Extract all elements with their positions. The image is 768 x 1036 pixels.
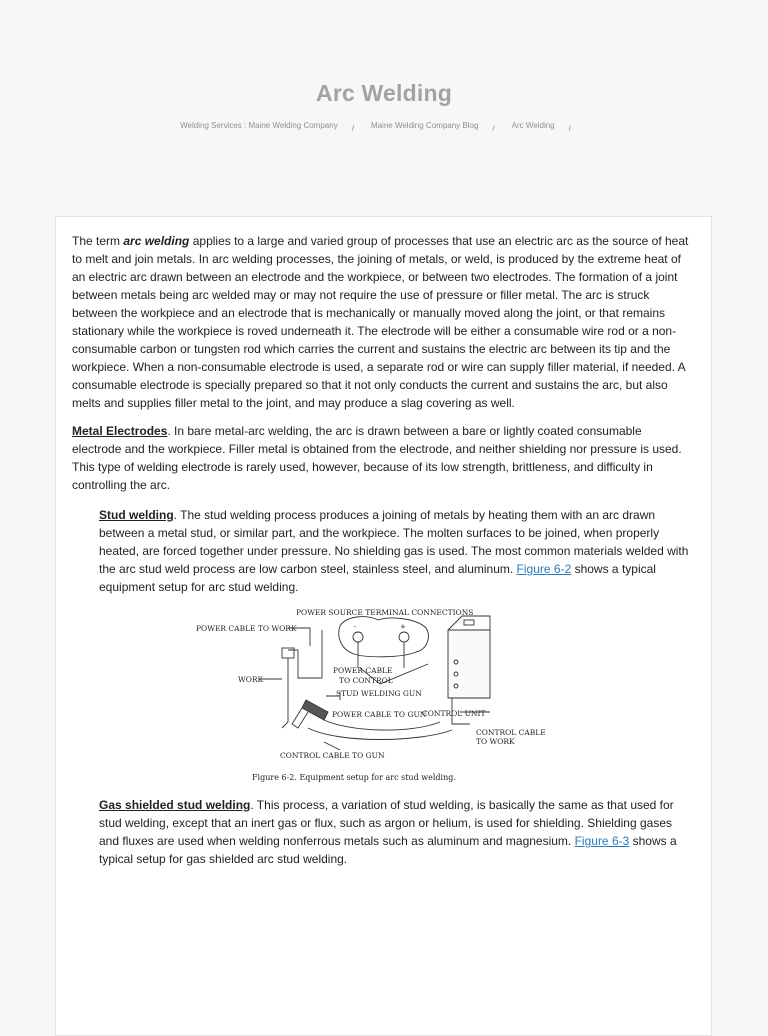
power-cable-to-work-line [288, 630, 322, 678]
terminal-leads [358, 642, 404, 668]
label-work: WORK [238, 675, 264, 684]
label-terminal-connections: POWER SOURCE TERMINAL CONNECTIONS [296, 608, 474, 617]
stud-gun-body [302, 700, 328, 720]
label-power-cable-to-control-1: POWER CABLE [333, 666, 393, 675]
breadcrumb-link-current[interactable]: Arc Welding [511, 121, 555, 130]
label-control-cable-to-work-1: CONTROL CABLE [476, 728, 546, 737]
label-leader-control-to-gun [324, 742, 340, 750]
control-unit-top [448, 616, 490, 630]
positive-terminal [399, 632, 409, 642]
negative-sign: - [354, 623, 357, 631]
positive-sign: + [400, 623, 406, 631]
gas-shielded-term: Gas shielded stud welding [99, 798, 251, 812]
control-unit-box [448, 630, 490, 698]
breadcrumb [0, 121, 768, 133]
breadcrumb-link-home[interactable]: Welding Services : Maine Welding Company [180, 121, 338, 130]
label-power-cable-to-gun: POWER CABLE TO GUN [332, 710, 427, 719]
label-power-cable-to-work: POWER CABLE TO WORK [196, 624, 297, 633]
arc-welding-term: arc welding [123, 234, 190, 248]
label-control-unit: CONTROL UNIT [422, 709, 486, 718]
work-clamp [282, 648, 294, 658]
breadcrumb-separator: / [492, 124, 495, 133]
metal-electrodes-term: Metal Electrodes [72, 424, 168, 438]
negative-terminal [353, 632, 363, 642]
metal-electrodes-text: . In bare metal-arc welding, the arc is drawn between a bare or lightly coated consumable electrode and the workpiece. Filler metal is obtained from the electrode, and neither shielding nor pressure is used. This type of welding electrode is rarely used, however, because of its low strength, brittleness, and difficulty in controlling the arc. [72, 424, 682, 492]
breadcrumb-link-blog[interactable]: Maine Welding Company Blog [370, 121, 479, 130]
label-control-cable-to-gun: CONTROL CABLE TO GUN [280, 751, 385, 760]
work-lead [282, 658, 288, 728]
label-control-cable-to-work-2: TO WORK [476, 737, 515, 746]
label-power-cable-to-control-2: TO CONTROL [339, 676, 393, 685]
stud-welding-paragraph [99, 506, 695, 596]
figure-6-2-diagram [190, 602, 546, 790]
breadcrumb-separator: / [568, 124, 571, 133]
intro-paragraph [72, 232, 694, 412]
page-title: Arc Welding [316, 80, 452, 106]
figure-6-3-link[interactable]: Figure 6-3 [574, 834, 630, 848]
gas-shielded-after: shows a typical setup for gas shielded arc stud welding. [99, 834, 677, 866]
control-unit-handle [464, 620, 474, 625]
figure-caption: Figure 6-2. Equipment setup for arc stud welding. [252, 773, 456, 782]
stud-gun-handle [292, 708, 308, 728]
stud-welding-text: . The stud welding process produces a joining of metals by heating them with an arc drawn between a metal stud, or similar part, and the workpiece. The molten surfaces to be joined, when properly heated, are forced together under pressure. No shielding gas is used. The most common materials welded with the arc stud weld process are low carbon steel, stainless steel, and aluminum. [99, 508, 689, 576]
label-stud-welding-gun: STUD WELDING GUN [336, 689, 422, 698]
breadcrumb-separator: / [351, 124, 354, 133]
gas-shielded-paragraph [99, 796, 695, 868]
terminal-connections-outline [339, 617, 429, 657]
equipment-setup-drawing [190, 602, 546, 790]
metal-electrodes-paragraph [72, 422, 694, 494]
intro-lead: The term [72, 234, 124, 248]
gas-shielded-text: . This process, a variation of stud welding, is basically the same as that used for stud welding, except that an inert gas or flux, such as argon or helium, is used for shielding. Shielding gases and fluxes are used when welding nonferrous metals such as aluminum and magnesium. [99, 798, 674, 848]
intro-text: applies to a large and varied group of processes that use an electric arc as the source of heat to melt and join metals. In arc welding processes, the joining of metals, or weld, is produced by the extreme heat of an electric arc drawn between an electrode and the workpiece, or between two electrodes. The formation of a joint between metals being arc welded may or may not require the use of pressure or filler metal. The arc is struck between the workpiece and an electrode that is mechanically or manually moved along the joint, or that remains stationary while the workpiece is roved underneath it. The electrode will be either a consumable wire rod or a non-consumable carbon or tungsten rod which carries the current and sustains the electric arc between its tip and the workpiece. When a non-consumable electrode is used, a separate rod or wire can supply filler material, if needed. A consumable electrode is specially prepared so that it not only conducts the current and sustains the arc, but also melts and supplies filler metal to the joint, and may produce a slag covering as well. [72, 234, 689, 410]
figure-6-2-link[interactable]: Figure 6-2 [516, 562, 572, 576]
power-cable-to-gun-line [324, 720, 440, 730]
stud-welding-after: shows a typical equipment setup for arc stud welding. [99, 562, 656, 594]
stud-welding-term: Stud welding [99, 508, 174, 522]
